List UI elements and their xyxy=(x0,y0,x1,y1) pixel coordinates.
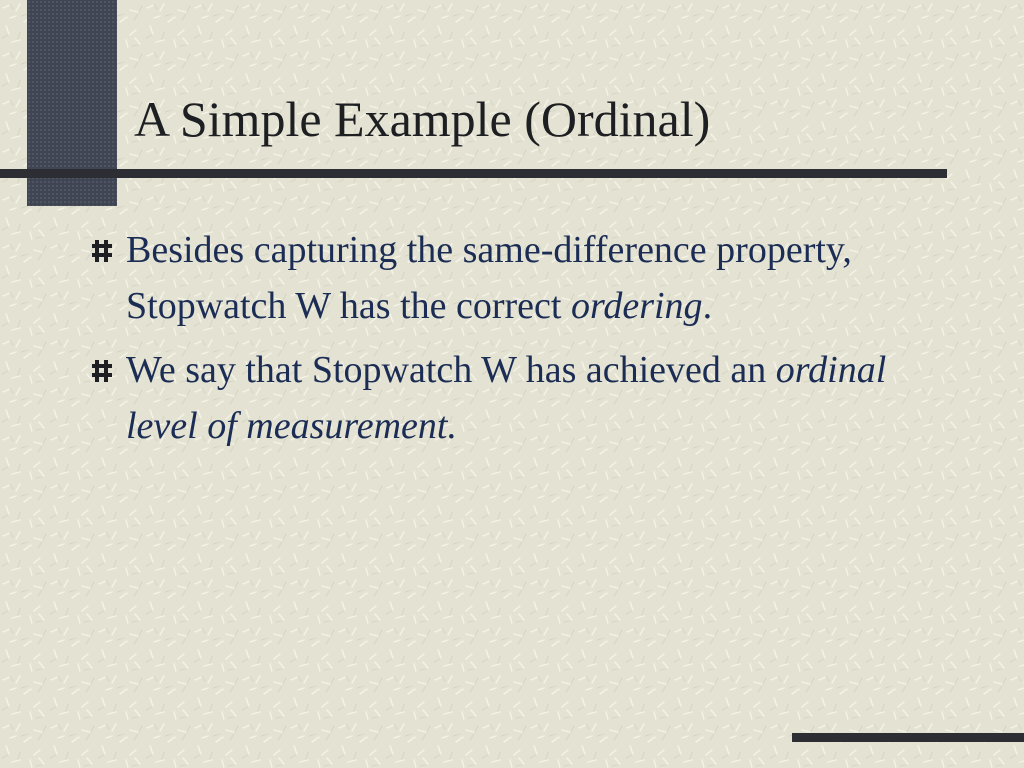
bullet-text xyxy=(126,229,852,327)
hash-bullet-icon xyxy=(90,359,114,383)
bullet-plain-text: Besides capturing the same-difference property, Stopwatch W has the correct xyxy=(126,229,852,327)
bullet-emphasis-text: ordinal level of measurement. xyxy=(126,349,887,447)
title-underline-rule xyxy=(0,169,947,178)
bullet-emphasis-text: ordering xyxy=(570,285,703,327)
bullet-list xyxy=(90,222,930,462)
bullet-item xyxy=(90,222,930,334)
bullet-plain-text: We say that Stopwatch W has achieved an xyxy=(126,349,776,391)
hash-bullet-icon xyxy=(90,239,114,263)
slide-title: A Simple Example (Ordinal) xyxy=(134,91,711,147)
footer-rule xyxy=(792,733,1024,742)
bullet-trailing-text: . xyxy=(702,285,713,327)
bullet-item xyxy=(90,342,930,454)
bullet-text xyxy=(126,349,886,447)
